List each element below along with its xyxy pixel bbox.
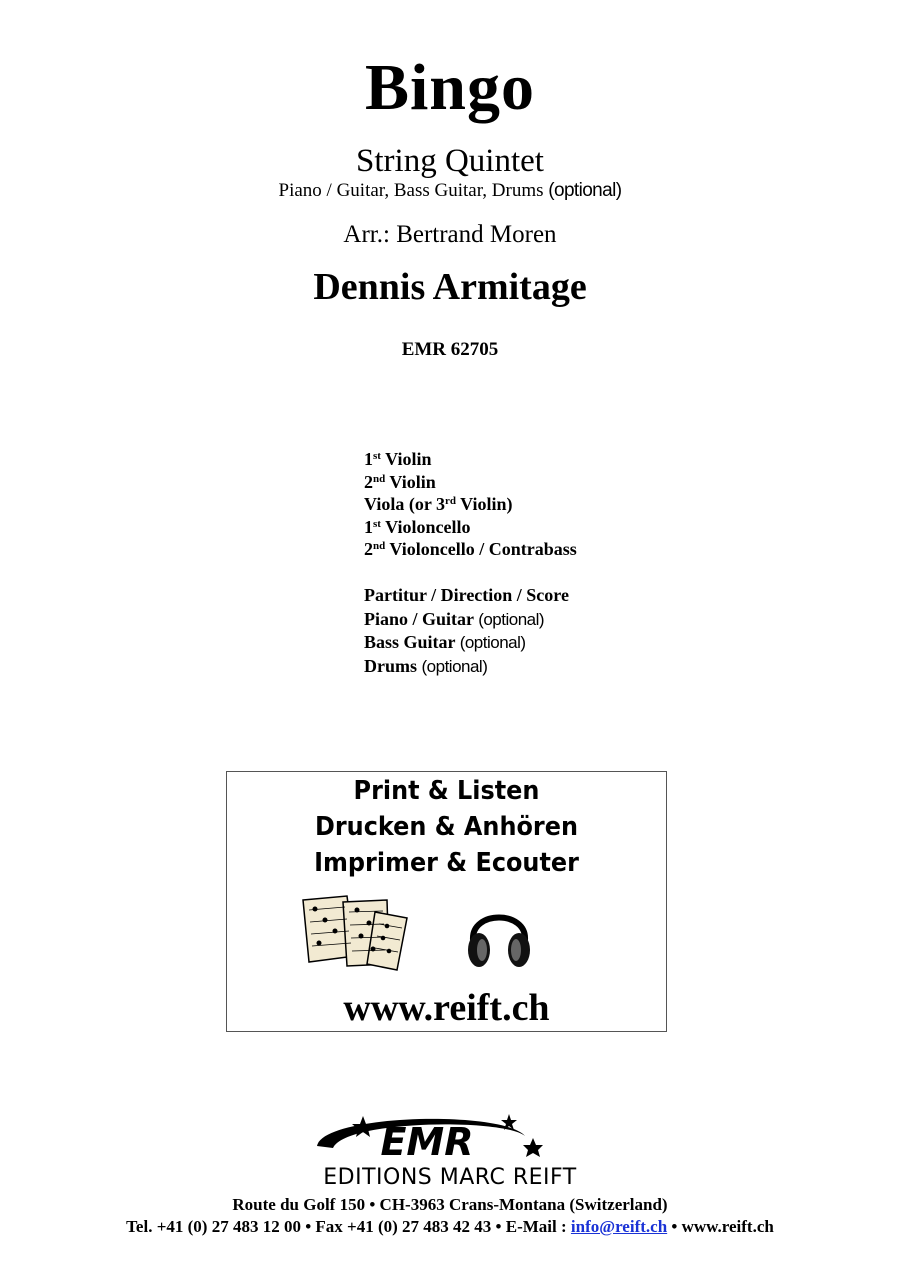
emr-logo [253,1108,647,1188]
catalog-number: EMR 62705 [401,339,499,360]
composer: Dennis Armitage [313,266,587,308]
contact-details: Tel. +41 (0) 27 483 12 00 • Fax +41 (0) 27 483 42 43 • E-Mail : [126,1217,571,1236]
arranger: Arr.: Bertrand Moren [343,221,557,248]
string-parts-list [364,448,684,561]
logo-mark-text: EMR [380,1120,474,1164]
instrumentation-optional: (optional) [548,180,622,201]
subtitle: String Quintet [356,143,544,179]
instrumentation [0,180,900,202]
promo-line-fr: Imprimer & Ecouter [314,848,579,878]
part-item: Bass Guitar (optional) [364,632,526,652]
sheet-music-icon [299,894,411,972]
other-parts-list [364,584,684,678]
page-title: Bingo [364,51,536,124]
contact-website: • www.reift.ch [667,1217,774,1236]
part-item: Piano / Guitar (optional) [364,608,545,629]
headphones-icon [463,896,535,974]
part-item: 1st Violoncello [364,516,471,537]
email-link[interactable]: info@reift.ch [570,1217,668,1236]
publisher-contact [0,1217,900,1237]
publisher-name: EDITIONS MARC REIFT [323,1165,577,1188]
print-listen-box [226,771,667,1032]
part-item: Viola (or 3rd Violin) [364,494,513,514]
website-url[interactable]: www.reift.ch [343,987,550,1029]
instrumentation-text: Piano / Guitar, Bass Guitar, Drums [278,180,549,201]
part-item: 1st Violin [364,449,432,469]
part-item: Partitur / Direction / Score [364,585,569,605]
part-item: 2nd Violin [364,471,436,492]
part-item: Drums (optional) [364,655,488,676]
promo-line-en: Print & Listen [353,776,540,806]
promo-line-de: Drucken & Anhören [315,812,578,842]
publisher-address: Route du Golf 150 • CH-3963 Crans-Montana (Switzerland) [232,1195,668,1214]
part-item: 2nd Violoncello / Contrabass [364,539,577,559]
